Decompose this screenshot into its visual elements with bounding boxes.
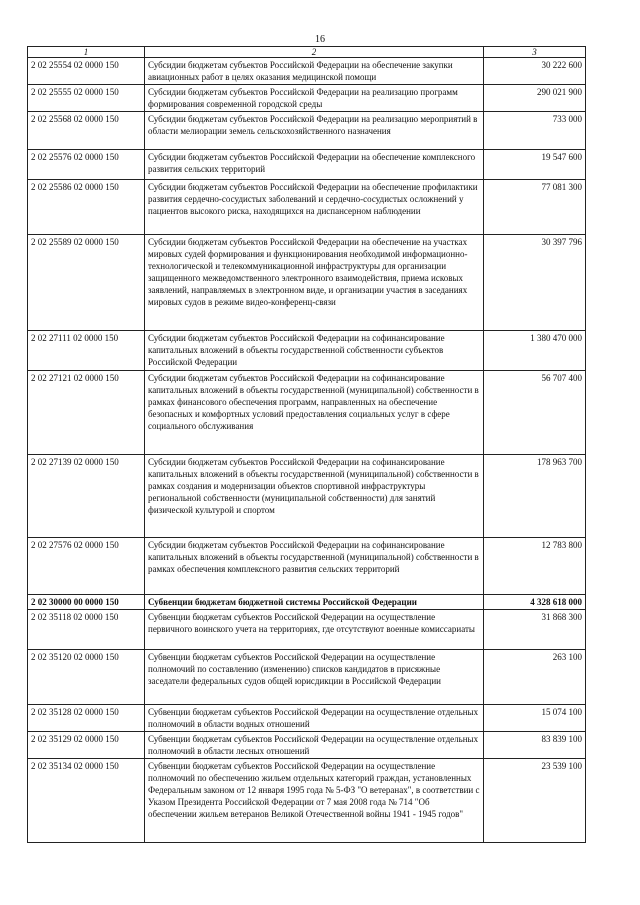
table-row: [28, 58, 586, 85]
row-description: Субсидии бюджетам субъектов Российской Федерации на софинансирование капитальных вложений в объекты государственной (муниципальной) собственности в рамках создания и модернизации объектов спортивной инфраструктуры региональной собственности (муниципальной собственности) для занятий физической культурой и спортом: [145, 455, 484, 538]
table-row: [28, 759, 586, 843]
table-row: [28, 455, 586, 538]
table-row: [28, 371, 586, 455]
row-amount: 178 963 700: [484, 455, 586, 538]
table-row: [28, 180, 586, 235]
row-description: Субсидии бюджетам субъектов Российской Федерации на софинансирование капитальных вложений в объекты государственной (муниципальной) собственности в рамках финансового обеспечения программ, направленных на обеспечение безопасных и комфортных условий предоставления социальных услуг в сфере социального обслуживания: [145, 371, 484, 455]
row-amount: 1 380 470 000: [484, 331, 586, 371]
row-amount: 83 839 100: [484, 732, 586, 759]
row-code: 2 02 27576 02 0000 150: [28, 538, 145, 595]
row-description: Субвенции бюджетам субъектов Российской Федерации на осуществление отдельных полномочий в области водных отношений: [145, 705, 484, 732]
table-row: [28, 650, 586, 705]
row-amount: 23 539 100: [484, 759, 586, 843]
row-code: 2 02 35134 02 0000 150: [28, 759, 145, 843]
row-amount: 31 868 300: [484, 610, 586, 650]
row-amount: 77 081 300: [484, 180, 586, 235]
row-code: 2 02 35118 02 0000 150: [28, 610, 145, 650]
row-code: 2 02 27121 02 0000 150: [28, 371, 145, 455]
row-description: Субсидии бюджетам субъектов Российской Федерации на обеспечение закупки авиационных работ в целях оказания медицинской помощи: [145, 58, 484, 85]
table-row: [28, 331, 586, 371]
row-amount: 19 547 600: [484, 150, 586, 180]
table-row-section-total: [28, 595, 586, 610]
row-description: Субвенции бюджетам субъектов Российской Федерации на осуществление полномочий по обеспечению жильем отдельных категорий граждан, установленных Федеральным законом от 12 января 1995 года № 5-ФЗ "О ветеранах", в соответствии с Указом Президента Российской Федерации от 7 мая 2008 года № 714 "Об обеспечении жильем ветеранов Великой Отечественной войны 1941 - 1945 годов": [145, 759, 484, 843]
row-amount: 263 100: [484, 650, 586, 705]
row-description: Субвенции бюджетам бюджетной системы Российской Федерации: [145, 595, 484, 610]
row-description: Субсидии бюджетам субъектов Российской Федерации на обеспечение комплексного развития сельских территорий: [145, 150, 484, 180]
row-amount: 733 000: [484, 112, 586, 150]
row-code: 2 02 35120 02 0000 150: [28, 650, 145, 705]
row-code: 2 02 25589 02 0000 150: [28, 235, 145, 331]
row-amount: 4 328 618 000: [484, 595, 586, 610]
budget-revenue-table: [27, 46, 586, 843]
row-code: 2 02 25568 02 0000 150: [28, 112, 145, 150]
row-description: Субсидии бюджетам субъектов Российской Федерации на обеспечение на участках мировых судей формирования и функционирования необходимой информационно-технологической и телекоммуникационной инфраструктуры для организации защищенного межведомственного электронного взаимодействия, приема исковых заявлений, направляемых в электронном виде, и организации участия в заседаниях мировых судов в режиме видео-конференц-связи: [145, 235, 484, 331]
row-amount: 290 021 900: [484, 85, 586, 112]
table-row: [28, 610, 586, 650]
table-row: [28, 85, 586, 112]
table-row: [28, 732, 586, 759]
table-header-row: [28, 47, 586, 58]
row-code: 2 02 25555 02 0000 150: [28, 85, 145, 112]
row-amount: 30 397 796: [484, 235, 586, 331]
row-code: 2 02 27139 02 0000 150: [28, 455, 145, 538]
row-description: Субсидии бюджетам субъектов Российской Федерации на реализацию программ формирования современной городской среды: [145, 85, 484, 112]
row-amount: 15 074 100: [484, 705, 586, 732]
table-row: [28, 150, 586, 180]
row-amount: 56 707 400: [484, 371, 586, 455]
table-row: [28, 112, 586, 150]
row-description: Субсидии бюджетам субъектов Российской Федерации на обеспечение профилактики развития сердечно-сосудистых заболеваний и сердечно-сосудистых осложнений у пациентов высокого риска, находящихся на диспансерном наблюдении: [145, 180, 484, 235]
row-code: 2 02 35129 02 0000 150: [28, 732, 145, 759]
row-amount: 12 783 800: [484, 538, 586, 595]
column-header-amount: 3: [484, 47, 586, 58]
page-number: 16: [315, 34, 325, 45]
row-description: Субвенции бюджетам субъектов Российской Федерации на осуществление полномочий по составлению (изменению) списков кандидатов в присяжные заседатели федеральных судов общей юрисдикции в Российской Федерации: [145, 650, 484, 705]
row-code: 2 02 25554 02 0000 150: [28, 58, 145, 85]
column-header-description: 2: [145, 47, 484, 58]
row-code: 2 02 25586 02 0000 150: [28, 180, 145, 235]
row-code: 2 02 35128 02 0000 150: [28, 705, 145, 732]
row-description: Субсидии бюджетам субъектов Российской Федерации на софинансирование капитальных вложений в объекты государственной собственности субъектов Российской Федерации: [145, 331, 484, 371]
table-row: [28, 235, 586, 331]
row-description: Субвенции бюджетам субъектов Российской Федерации на осуществление первичного воинского учета на территориях, где отсутствуют военные комиссариаты: [145, 610, 484, 650]
row-description: Субвенции бюджетам субъектов Российской Федерации на осуществление отдельных полномочий в области лесных отношений: [145, 732, 484, 759]
row-description: Субсидии бюджетам субъектов Российской Федерации на софинансирование капитальных вложений в объекты государственной (муниципальной) собственности в рамках обеспечения комплексного развития сельских территорий: [145, 538, 484, 595]
table-row: [28, 705, 586, 732]
table-row: [28, 538, 586, 595]
row-amount: 30 222 600: [484, 58, 586, 85]
row-description: Субсидии бюджетам субъектов Российской Федерации на реализацию мероприятий в области мелиорации земель сельскохозяйственного назначения: [145, 112, 484, 150]
row-code: 2 02 25576 02 0000 150: [28, 150, 145, 180]
row-code: 2 02 27111 02 0000 150: [28, 331, 145, 371]
column-header-code: 1: [28, 47, 145, 58]
row-code: 2 02 30000 00 0000 150: [28, 595, 145, 610]
